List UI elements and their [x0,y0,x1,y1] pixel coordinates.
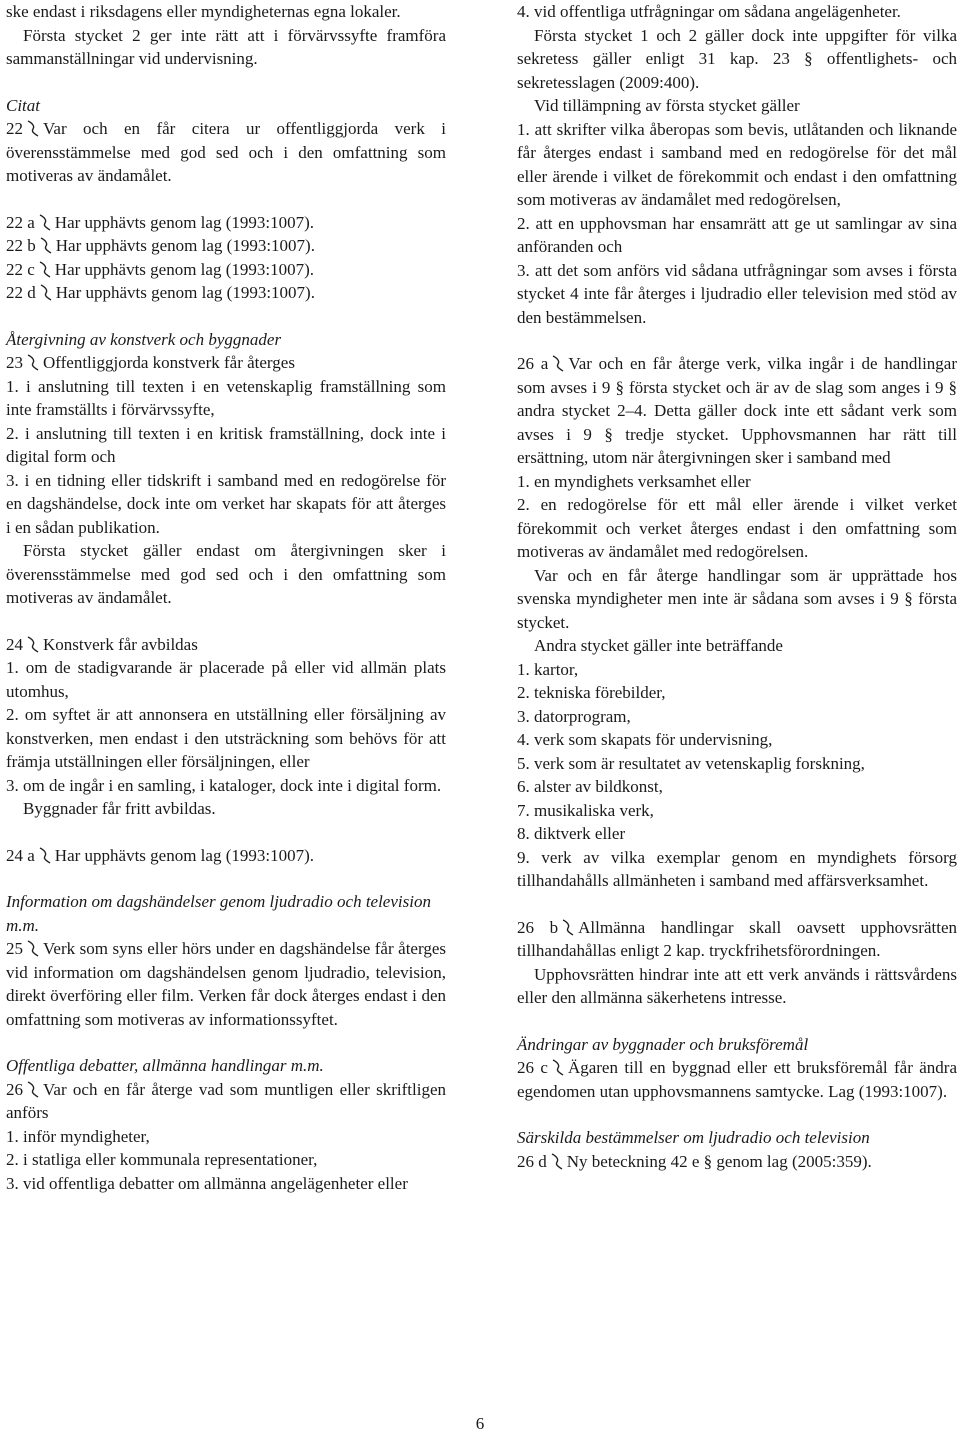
body-paragraph: Var och en får återge handlingar som är upprättade hos svenska myndigheter men inte är sådana som avses i 9 § första stycket. [517,565,957,632]
list-item: 1. inför myndigheter, [6,1126,150,1146]
law-section [517,352,957,470]
list-item: 2. i anslutning till texten i en kritisk framställning, dock inte i digital form och [6,423,446,466]
list-item: 7. musikaliska verk, [517,800,654,820]
law-section [6,937,446,1031]
list-item: 3. vid offentliga debatter om allmänna angelägenheter eller [6,1173,408,1193]
section-number: 22 d [6,283,36,302]
right-column [517,0,957,1173]
section-text: Har upphävts genom lag (1993:1007). [55,236,315,255]
section-number: 24 [6,634,23,654]
paragraph-spacer [6,71,446,94]
section-text: Var och en får citera ur offentliggjorda verk i överensstämmelse med god sed och i den omfattning som motiveras av ändamålet. [6,119,446,185]
law-section [517,1056,957,1103]
section-number: 22 c [6,259,35,279]
list-item: 9. verk av vilka exemplar genom en myndighets försorg tillhandahålls allmänheten i samband med affärsverksamhet. [517,847,957,890]
section-sign-icon [26,1081,40,1098]
section-text: Allmänna handlingar skall oavsett upphovsrätten tillhandahållas enligt 2 kap. tryckfrihetsförordningen. [517,917,958,960]
list-item: 2. tekniska förebilder, [517,683,666,702]
body-paragraph: Första stycket gäller endast om återgivningen sker i överensstämmelse med god sed och i den omfattning som motiveras av ändamålet. [6,541,446,607]
section-sign-icon [550,1153,564,1170]
section-text: Ägaren till en byggnad eller ett bruksföremål får ändra egendomen utan upphovsmannens samtycke. Lag (1993:1007). [517,1058,957,1101]
section-sign-icon [39,284,53,301]
law-section [6,258,446,282]
paragraph-spacer [517,1103,957,1126]
section-heading: Information om dagshändelser genom ljudradio och television m.m. [6,892,431,935]
body-paragraph: Första stycket 2 ger inte rätt att i förvärvssyfte framföra sammanställningar vid undervisning. [6,25,446,68]
law-section [6,633,446,657]
paragraph-spacer [6,867,446,890]
list-item: 3. i en tidning eller tidskrift i samband med en redogörelse för en dagshändelse, dock inte om verket har skapats för att återges i en sådan publikation. [6,470,446,537]
section-sign-icon [561,919,575,936]
body-paragraph: ske endast i riksdagens eller myndigheternas egna lokaler. [6,2,401,21]
body-paragraph: Byggnader får fritt avbildas. [23,799,216,818]
list-item: 5. verk som är resultatet av vetenskaplig forskning, [517,753,865,773]
list-item: 2. att en upphovsman har ensamrätt att ge ut samlingar av sina anföranden och [517,213,957,256]
section-sign-icon [551,355,565,372]
section-text: Offentliggjorda konstverk får återges [43,353,295,372]
paragraph-spacer [6,610,446,633]
section-sign-icon [26,636,40,653]
list-item: 2. om syftet är att annonsera en utställning eller försäljning av konstverken, men endast i den utsträckning som behövs för att främja utställningen eller försäljningen, eller [6,705,446,771]
section-sign-icon [26,120,40,137]
section-text: Har upphävts genom lag (1993:1007). [54,212,314,232]
section-sign-icon [39,237,53,254]
left-column [6,0,446,1195]
section-heading: Ändringar av byggnader och bruksföremål [517,1034,809,1054]
section-sign-icon [26,940,40,957]
list-item: 4. verk som skapats för undervisning, [517,730,773,749]
section-text: Verk som syns eller hörs under en dagshändelse får återges vid information om dagshändelsen genom ljudradio, television, direkt överföring eller film. Verken får dock återges endast i den omfattning som motiveras av informationssyftet. [6,939,446,1029]
section-number: 26 a [517,354,549,373]
section-text: Var och en får återge vad som muntligen eller skriftligen anförs [6,1079,446,1122]
section-heading: Återgivning av konstverk och byggnader [6,329,282,349]
law-section [6,351,446,375]
section-number: 22 [6,119,23,138]
list-item: 3. om de ingår i en samling, i kataloger, dock inte i digital form. [6,775,442,795]
section-sign-icon [551,1059,565,1076]
list-item: 2. i statliga eller kommunala representationer, [6,1150,318,1169]
paragraph-spacer [517,329,957,352]
list-item: 2. en redogörelse för ett mål eller ärende i vilket verket förekommit och verket återges endast i den omfattning som motiveras av ändamålet med redogörelsen. [517,495,957,561]
body-paragraph: Andra stycket gäller inte beträffande [534,636,783,655]
list-item: 6. alster av bildkonst, [517,777,663,796]
section-text: Har upphävts genom lag (1993:1007). [54,845,314,865]
body-paragraph: Första stycket 1 och 2 gäller dock inte uppgifter för vilka sekretess gäller enligt 31 kap. 23 § offentlighets- och sekretesslagen (2009:400). [517,25,957,92]
section-number: 26 d [517,1151,547,1171]
paragraph-spacer [517,893,957,916]
section-heading: Offentliga debatter, allmänna handlingar m.m. [6,1056,324,1075]
section-text: Konstverk får avbildas [43,634,198,654]
law-section [6,117,446,188]
law-section [6,234,446,258]
paragraph-spacer [6,1031,446,1054]
list-item: 1. om de stadigvarande är placerade på eller vid allmän plats utomhus, [6,658,446,701]
paragraph-spacer [6,188,446,211]
paragraph-spacer [517,1010,957,1033]
law-section [6,211,446,235]
list-item: 1. en myndighets verksamhet eller [517,471,751,491]
section-number: 23 [6,353,23,372]
section-number: 26 [6,1079,23,1099]
paragraph-spacer [6,821,446,844]
law-section [6,844,446,868]
section-heading: Citat [6,95,41,115]
section-text: Har upphävts genom lag (1993:1007). [54,259,314,279]
section-sign-icon [38,214,52,231]
section-number: 24 a [6,845,35,865]
section-number: 25 [6,939,23,958]
list-item: 8. diktverk eller [517,824,626,843]
list-item: 3. datorprogram, [517,706,631,726]
list-item: 1. att skrifter vilka åberopas som bevis, utlåtanden och liknande får återges endast i samband med en redogörelse för det mål eller ärende i vilket de förekommit och endast i den omfattning som motiveras av ändamålet med redogörelsen, [517,119,957,209]
list-item: 4. vid offentliga utfrågningar om sådana angelägenheter. [517,2,901,21]
section-text: Var och en får återge verk, vilka ingår i de handlingar som avses i 9 § första stycket och är av de slag som anges i 9 § andra stycket 2–4. Detta gäller dock inte ett sådant verk som avses i 9 § tredje stycket. Upphovsmannen har rätt till ersättning, utom när återgivningen sker i samband med [517,354,957,467]
body-paragraph: Upphovsrätten hindrar inte att ett verk används i rättsvårdens eller den allmänna säkerhetens intresse. [517,964,957,1007]
section-sign-icon [38,847,52,864]
section-number: 22 a [6,212,35,232]
section-number: 26 b [517,917,559,937]
list-item: 1. i anslutning till texten i en vetenskaplig framställning som inte framställts i förvärvssyfte, [6,376,446,419]
section-text: Ny beteckning 42 e § genom lag (2005:359). [566,1151,872,1171]
law-section [6,281,446,305]
section-number: 26 c [517,1058,548,1077]
section-text: Har upphävts genom lag (1993:1007). [55,283,315,302]
law-section [517,1150,957,1174]
section-sign-icon [26,354,40,371]
paragraph-spacer [6,305,446,328]
list-item: 3. att det som anförs vid sådana utfrågningar som avses i första stycket 4 inte får återges i ljudradio eller television med stöd av den bestämmelsen. [517,260,957,327]
section-heading: Särskilda bestämmelser om ljudradio och television [517,1128,870,1147]
section-sign-icon [38,261,52,278]
law-section [6,1078,446,1125]
law-section [517,916,957,963]
list-item: 1. kartor, [517,659,579,679]
body-paragraph: Vid tillämpning av första stycket gäller [534,96,800,115]
section-number: 22 b [6,236,36,255]
page-number: 6 [475,1414,485,1433]
